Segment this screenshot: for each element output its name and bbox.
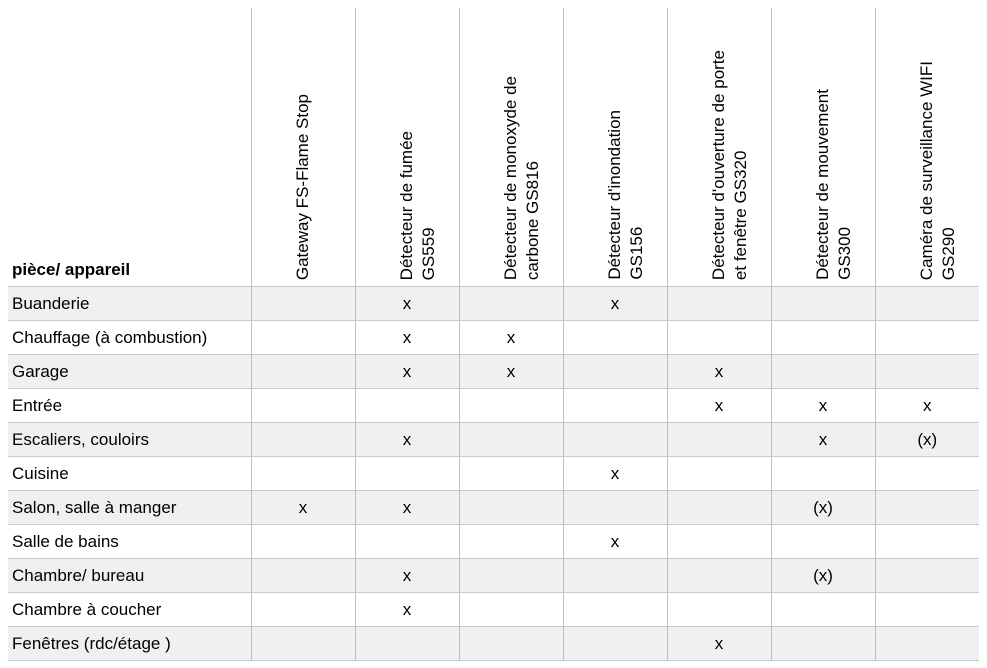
table-row (8, 355, 979, 389)
room-cell: Escaliers, couloirs (8, 423, 251, 457)
mark-cell (251, 559, 355, 593)
mark-cell (667, 423, 771, 457)
mark-cell: (x) (875, 423, 979, 457)
mark-cell (563, 491, 667, 525)
mark-cell (251, 627, 355, 661)
mark-cell (667, 287, 771, 321)
room-cell: Cuisine (8, 457, 251, 491)
mark-cell: x (355, 287, 459, 321)
mark-cell (251, 593, 355, 627)
mark-cell (563, 559, 667, 593)
mark-cell (251, 355, 355, 389)
table-row (8, 627, 979, 661)
room-cell: Fenêtres (rdc/étage ) (8, 627, 251, 661)
mark-cell: x (667, 355, 771, 389)
room-cell: Garage (8, 355, 251, 389)
room-cell: Salon, salle à manger (8, 491, 251, 525)
mark-cell (355, 525, 459, 559)
mark-cell (459, 457, 563, 491)
device-header-label: Détecteur de mouvement GS300 (812, 89, 854, 280)
mark-cell: x (355, 559, 459, 593)
mark-cell (563, 355, 667, 389)
mark-cell: x (563, 525, 667, 559)
mark-cell: x (875, 389, 979, 423)
table-row (8, 423, 979, 457)
mark-cell (875, 457, 979, 491)
device-header (667, 8, 771, 287)
mark-cell: x (355, 355, 459, 389)
mark-cell (251, 525, 355, 559)
mark-cell (875, 321, 979, 355)
mark-cell: (x) (771, 491, 875, 525)
mark-cell (563, 321, 667, 355)
mark-cell (771, 525, 875, 559)
mark-cell: x (667, 627, 771, 661)
mark-cell (355, 389, 459, 423)
mark-cell (563, 627, 667, 661)
mark-cell (875, 627, 979, 661)
device-header (459, 8, 563, 287)
mark-cell (667, 593, 771, 627)
device-header-label: Détecteur d'ouverture de porte et fenêtre GS320 (708, 49, 750, 280)
mark-cell (875, 525, 979, 559)
mark-cell: x (459, 321, 563, 355)
table-row (8, 287, 979, 321)
mark-cell (355, 627, 459, 661)
mark-cell: x (563, 287, 667, 321)
device-header-label: Gateway FS-Flame Stop (292, 93, 312, 280)
device-header (355, 8, 459, 287)
table-row (8, 491, 979, 525)
mark-cell (771, 627, 875, 661)
device-header (251, 8, 355, 287)
mark-cell (875, 287, 979, 321)
room-device-matrix (8, 8, 979, 661)
device-header (563, 8, 667, 287)
mark-cell: x (459, 355, 563, 389)
table-row (8, 559, 979, 593)
mark-cell (459, 525, 563, 559)
mark-cell (771, 593, 875, 627)
mark-cell: x (355, 491, 459, 525)
mark-cell (355, 457, 459, 491)
mark-cell: x (771, 389, 875, 423)
mark-cell: x (355, 593, 459, 627)
mark-cell: x (667, 389, 771, 423)
mark-cell (667, 525, 771, 559)
corner-header: pièce/ appareil (8, 8, 251, 287)
room-cell: Chauffage (à combustion) (8, 321, 251, 355)
mark-cell (771, 355, 875, 389)
table-row (8, 321, 979, 355)
mark-cell (875, 593, 979, 627)
table-row (8, 525, 979, 559)
mark-cell (251, 287, 355, 321)
mark-cell (667, 491, 771, 525)
mark-cell (667, 559, 771, 593)
mark-cell (459, 593, 563, 627)
mark-cell (771, 457, 875, 491)
mark-cell (667, 457, 771, 491)
mark-cell (251, 457, 355, 491)
mark-cell: x (355, 423, 459, 457)
mark-cell: (x) (771, 559, 875, 593)
mark-cell (875, 355, 979, 389)
table-row (8, 593, 979, 627)
mark-cell (459, 287, 563, 321)
room-cell: Salle de bains (8, 525, 251, 559)
mark-cell (563, 423, 667, 457)
room-cell: Buanderie (8, 287, 251, 321)
mark-cell (563, 593, 667, 627)
device-header-label: Détecteur de monoxyde de carbone GS816 (500, 75, 542, 280)
mark-cell: x (563, 457, 667, 491)
mark-cell (251, 321, 355, 355)
mark-cell (563, 389, 667, 423)
room-cell: Chambre à coucher (8, 593, 251, 627)
room-cell: Chambre/ bureau (8, 559, 251, 593)
mark-cell (459, 491, 563, 525)
mark-cell (251, 389, 355, 423)
mark-cell (459, 559, 563, 593)
mark-cell (875, 491, 979, 525)
table-row (8, 389, 979, 423)
mark-cell: x (355, 321, 459, 355)
mark-cell: x (251, 491, 355, 525)
header-row (8, 8, 979, 287)
mark-cell: x (771, 423, 875, 457)
device-header (771, 8, 875, 287)
mark-cell (771, 287, 875, 321)
room-cell: Entrée (8, 389, 251, 423)
mark-cell (459, 423, 563, 457)
mark-cell (875, 559, 979, 593)
table-row (8, 457, 979, 491)
device-header (875, 8, 979, 287)
mark-cell (771, 321, 875, 355)
device-header-label: Caméra de surveillance WIFI GS290 (916, 60, 958, 280)
device-header-label: Détecteur de fumée GS559 (396, 130, 438, 280)
device-header-label: Détecteur d'inondation GS156 (604, 110, 646, 280)
mark-cell (667, 321, 771, 355)
mark-cell (459, 627, 563, 661)
mark-cell (251, 423, 355, 457)
mark-cell (459, 389, 563, 423)
